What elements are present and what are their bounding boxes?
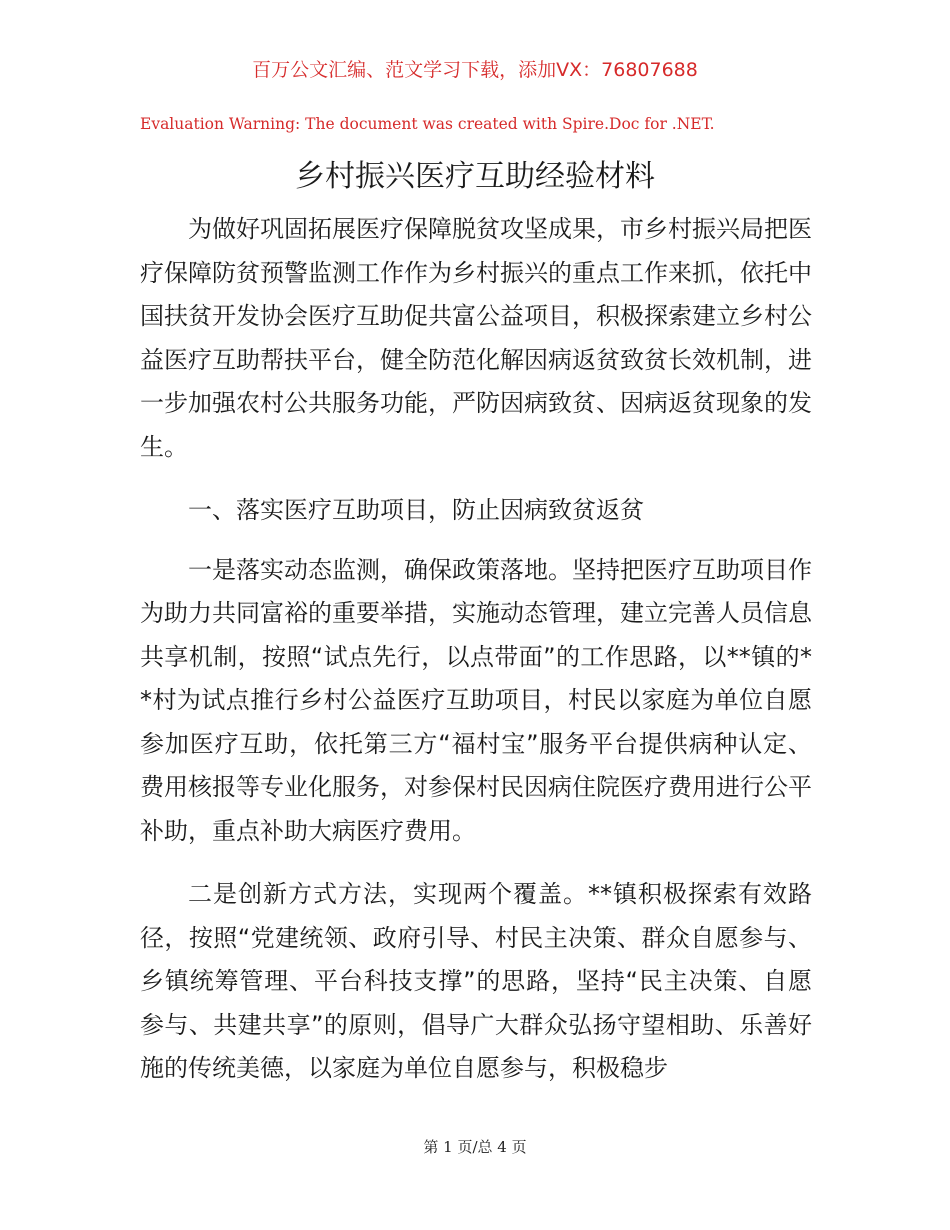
- document-title: 乡村振兴医疗互助经验材料: [295, 159, 655, 194]
- section-heading-1: 一、落实医疗互助项目，防止因病致贫返贫: [188, 496, 644, 524]
- header-banner: 百万公文汇编、范文学习下载，添加VX：76807688: [252, 59, 698, 81]
- paragraph-intro: 为做好巩固拓展医疗保障脱贫攻坚成果，市乡村振兴局把医疗保障防贫预警监测工作作为乡村振兴的重点工作来抓，依托中国扶贫开发协会医疗互助促共富公益项目，积极探索建立乡村公益医疗互助帮扶平台，健全防范化解因病返贫致贫长效机制，进一步加强农村公共服务功能，严防因病致贫、因病返贫现象的发生。: [140, 215, 812, 461]
- page-footer: 第 1 页/总 4 页: [423, 1138, 527, 1156]
- paragraph-point-1: 一是落实动态监测，确保政策落地。坚持把医疗互助项目作为助力共同富裕的重要举措，实施动态管理，建立完善人员信息共享机制，按照“试点先行，以点带面”的工作思路，以**镇的**村为试点推行乡村公益医疗互助项目，村民以家庭为单位自愿参加医疗互助，依托第三方“福村宝”服务平台提供病种认定、费用核报等专业化服务，对参保村民因病住院医疗费用进行公平补助，重点补助大病医疗费用。: [140, 555, 812, 845]
- evaluation-warning: Evaluation Warning: The document was created with Spire.Doc for .NET.: [140, 115, 715, 133]
- document-body: [140, 208, 812, 1111]
- paragraph-point-2: 二是创新方式方法，实现两个覆盖。**镇积极探索有效路径，按照“党建统领、政府引导、村民主决策、群众自愿参与、乡镇统筹管理、平台科技支撑”的思路，坚持“民主决策、自愿参与、共建共享”的原则，倡导广大群众弘扬守望相助、乐善好施的传统美德，以家庭为单位自愿参与，积极稳步: [140, 880, 812, 1082]
